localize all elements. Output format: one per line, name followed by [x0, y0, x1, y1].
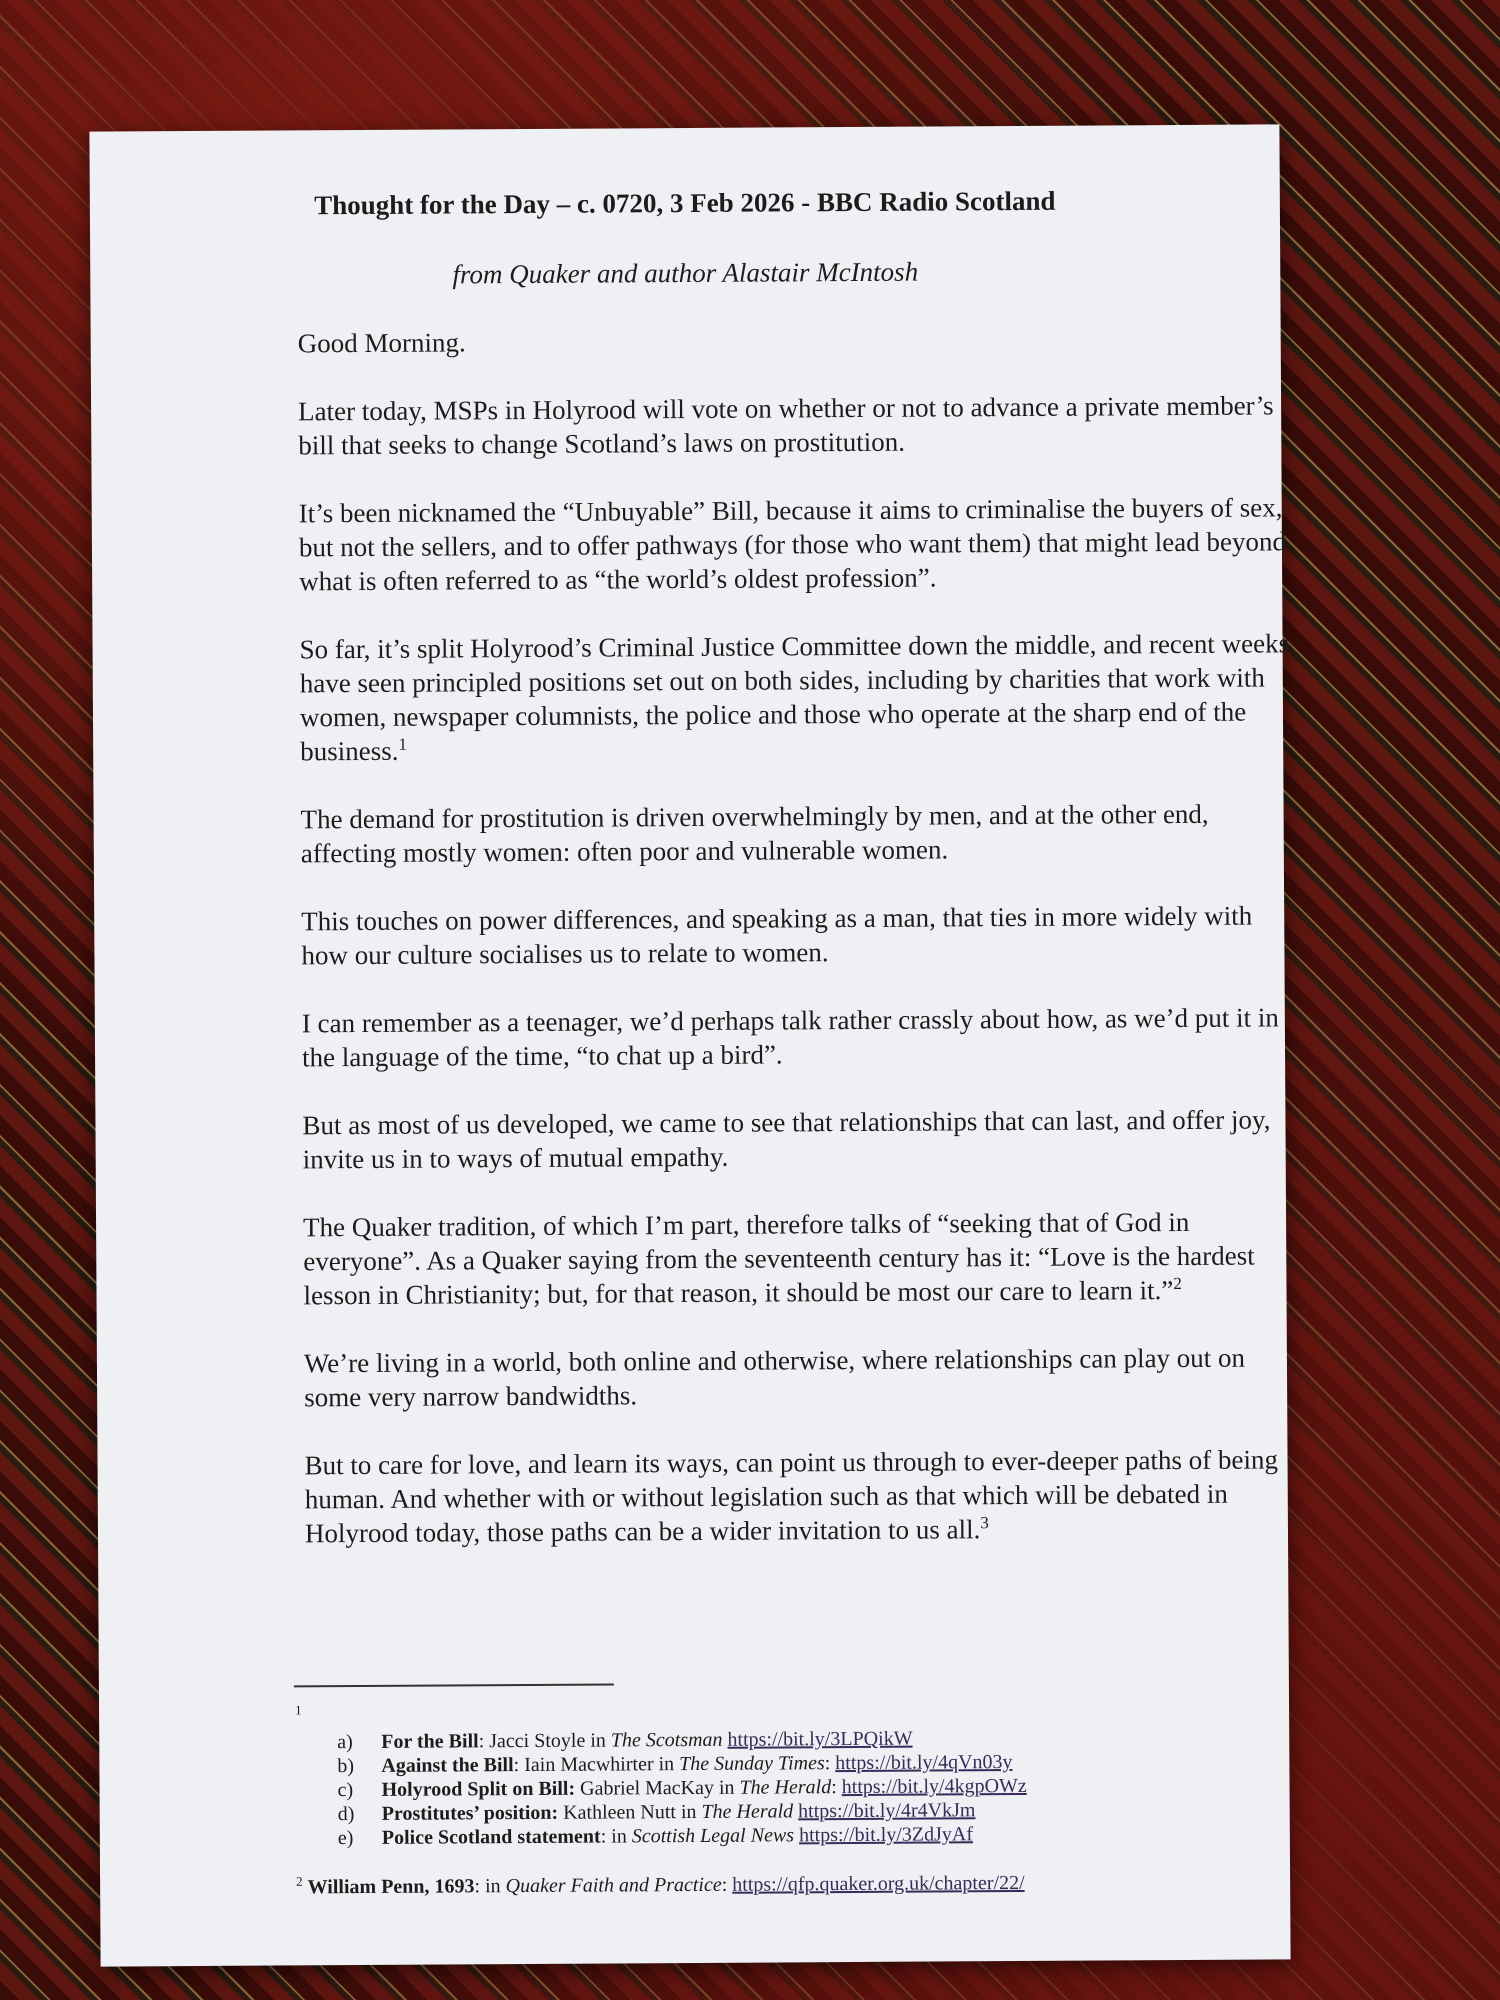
paragraph: The demand for prostitution is driven overwhelmingly by men, and at the other end, affecting mostly women: often poor and vulnerable women. [300, 798, 1209, 869]
footnote-letter: a) [337, 1731, 353, 1754]
footnote-link[interactable]: https://bit.ly/4qVn03y [835, 1751, 1013, 1775]
footnote-ref: 2 [1173, 1274, 1182, 1294]
footnote-sep: : Iain Macwhirter in [513, 1753, 680, 1777]
footnote-sep: : in [600, 1825, 632, 1848]
paragraph: We’re living in a world, both online and otherwise, where relationships can play out on some very narrow bandwidths. [303, 1342, 1246, 1413]
document-body [298, 320, 1306, 1584]
paragraph [299, 626, 1300, 768]
footnote-letter: b) [337, 1755, 355, 1778]
footnote-2-sep: : in [474, 1875, 506, 1898]
footnote-link[interactable]: https://bit.ly/3ZdJyAf [798, 1823, 974, 1847]
footnote-link[interactable]: https://bit.ly/4r4VkJm [798, 1799, 976, 1823]
footnote-letter: d) [337, 1803, 355, 1826]
footnote-ref: 3 [980, 1513, 989, 1533]
footnote-publication: The Herald [701, 1800, 794, 1823]
footnote-link[interactable]: https://bit.ly/3LPQikW [727, 1727, 913, 1751]
footnote-2-tail: : [721, 1873, 733, 1896]
document-title: Thought for the Day – c. 0720, 3 Feb 2026 - BBC Radio Scotland [314, 185, 1056, 221]
footnote-item [338, 1822, 1027, 1850]
footnote-2-publication: Quaker Faith and Practice [505, 1873, 722, 1898]
paragraph: This touches on power differences, and speaking as a man, that ties in more widely with how our culture socialises us to relate to women. [301, 900, 1253, 971]
footnote-tail: : [831, 1776, 842, 1799]
footnote-link[interactable]: https://bit.ly/4kgpOWz [841, 1774, 1027, 1799]
footnote-sep: Gabriel MacKay in [575, 1776, 740, 1800]
footnote-2-author: William Penn, 1693 [307, 1875, 475, 1899]
footnote-label: Police Scotland statement [381, 1825, 601, 1849]
paragraph: I can remember as a teenager, we’d perhaps talk rather crassly about how, as we’d put it in the language of the time, “to chat up a bird”. [301, 1002, 1279, 1073]
footnote-letter: e) [337, 1827, 354, 1850]
footnote-publication: The Herald [739, 1776, 832, 1799]
footnote-label: Holyrood Split on Bill: [381, 1777, 576, 1801]
footnote-label: Prostitutes’ position: [381, 1801, 559, 1825]
footnote-publication: The Sunday Times [679, 1752, 825, 1776]
paragraph: But as most of us developed, we came to see that relationships that can last, and offer joy, invite us in to ways of mutual empathy. [302, 1104, 1271, 1175]
greeting: Good Morning. [297, 327, 466, 359]
footnote-1-marker: 1 [295, 1702, 302, 1718]
paragraph-text: But to care for love, and learn its ways, can point us through to ever-deeper paths of being human. And whether with or without legislation such as that which will be debated in Holyrood today, those paths can be a wider invitation to us all. [304, 1444, 1279, 1549]
footnote-tail: : [824, 1752, 836, 1775]
footnote-divider [294, 1683, 614, 1687]
footnote-publication: Scottish Legal News [631, 1824, 795, 1848]
footnote-letter: c) [337, 1779, 354, 1802]
footnote-2-link[interactable]: https://qfp.quaker.org.uk/chapter/22/ [732, 1871, 1025, 1896]
footnote-sep: Kathleen Nutt in [558, 1800, 702, 1824]
footnote-label: For the Bill [381, 1730, 479, 1753]
paragraph-text: The Quaker tradition, of which I’m part, therefore talks of “seeking that of God in everyone”. As a Quaker saying from the seventeenth century has it: “Love is the hardest lesson in Christianity; but, for that reason, it should be most our care to learn it.” [303, 1206, 1255, 1311]
document-subtitle: from Quaker and author Alastair McIntosh [452, 256, 919, 290]
paragraph-text: So far, it’s split Holyrood’s Criminal Justice Committee down the middle, and recent weeks have seen principled positions set out on both sides, including by charities that work with women, newspaper columnists, the police and those who operate at the sharp end of the business. [299, 628, 1290, 767]
footnote-2-marker: 2 [296, 1873, 303, 1889]
footnote-ref: 1 [398, 734, 407, 754]
footnote-1-list [337, 1726, 1027, 1850]
paragraph [304, 1442, 1305, 1550]
paragraph: Later today, MSPs in Holyrood will vote on whether or not to advance a private member’s bill that seeks to change Scotland’s laws on prostitution. [298, 390, 1274, 461]
footnote-sep: : Jacci Stoyle in [478, 1729, 611, 1753]
footnote-publication: The Scotsman [610, 1728, 723, 1752]
footnote-2 [296, 1872, 1025, 1899]
paragraph: It’s been nicknamed the “Unbuyable” Bill, because it aims to criminalise the buyers of sex, but not the sellers, and to offer pathways (for those who want them) that might lead beyond what is often referred to as “the world’s oldest profession”. [298, 492, 1287, 597]
document-page [89, 124, 1290, 1966]
footnote-label: Against the Bill [381, 1754, 514, 1777]
paragraph [303, 1204, 1304, 1312]
